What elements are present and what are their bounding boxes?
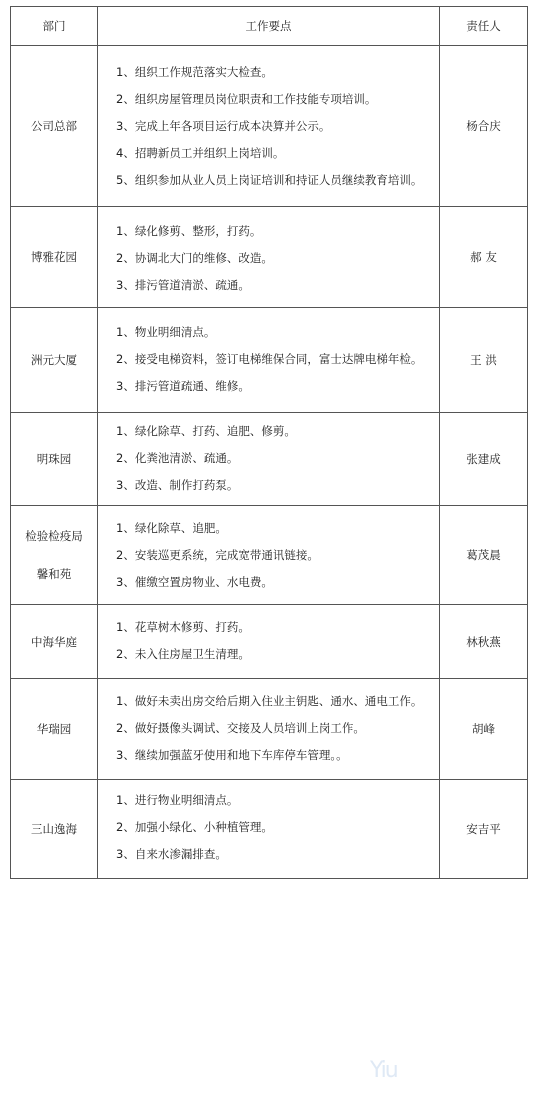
department-name: 华瑞园 xyxy=(36,722,72,736)
task-item: 2、化粪池清淤、疏通。 xyxy=(116,451,239,465)
table-row xyxy=(11,780,528,879)
work-points-cell xyxy=(98,679,440,780)
work-plan-table xyxy=(10,6,528,879)
work-points-cell xyxy=(98,780,440,879)
department-name: 检验检疫局 xyxy=(25,529,83,543)
task-item: 1、绿化除草、打药、追肥、修剪。 xyxy=(116,424,296,438)
work-points-cell xyxy=(98,413,440,506)
department-cell xyxy=(11,605,98,679)
task-item: 5、组织参加从业人员上岗证培训和持证人员继续教育培训。 xyxy=(116,173,423,187)
task-item: 1、花草树木修剪、打药。 xyxy=(116,620,250,634)
table-row xyxy=(11,308,528,413)
owner-cell: 胡峰 xyxy=(440,679,528,780)
work-points-cell xyxy=(98,605,440,679)
task-item: 1、物业明细清点。 xyxy=(116,325,216,339)
task-item: 2、接受电梯资料，签订电梯维保合同，富士达牌电梯年检。 xyxy=(116,352,423,366)
department-cell xyxy=(11,679,98,780)
table-row xyxy=(11,413,528,506)
column-header-work-points: 工作要点 xyxy=(98,7,440,46)
work-plan-sheet xyxy=(10,6,527,879)
column-header-owner: 责任人 xyxy=(440,7,528,46)
owner-cell: 葛茂晨 xyxy=(440,506,528,605)
table-body xyxy=(11,46,528,879)
task-item: 2、未入住房屋卫生清理。 xyxy=(116,647,250,661)
task-item: 3、改造、制作打药泵。 xyxy=(116,478,239,492)
department-name: 中海华庭 xyxy=(31,634,77,649)
task-item: 3、催缴空置房物业、水电费。 xyxy=(116,575,273,589)
department-cell xyxy=(11,413,98,506)
department-cell xyxy=(11,506,98,605)
owner-cell: 王 洪 xyxy=(440,308,528,413)
work-points-cell xyxy=(98,46,440,207)
task-item: 2、安装巡更系统，完成宽带通讯链接。 xyxy=(116,548,319,562)
task-item: 2、协调北大门的维修、改造。 xyxy=(116,251,273,265)
department-name: 三山逸海 xyxy=(31,822,77,836)
department-name: 明珠园 xyxy=(36,452,72,466)
task-item: 3、继续加强蓝牙使用和地下车库停车管理。。 xyxy=(116,748,348,762)
work-points-cell xyxy=(98,308,440,413)
task-item: 1、组织工作规范落实大检查。 xyxy=(116,65,273,79)
task-item: 1、做好未卖出房交给后期入住业主钥匙、通水、通电工作。 xyxy=(116,694,423,708)
column-header-department: 部门 xyxy=(11,7,98,46)
department-name: 博雅花园 xyxy=(31,250,77,264)
task-item: 2、做好摄像头调试、交接及人员培训上岗工作。 xyxy=(116,721,365,735)
owner-cell: 张建成 xyxy=(440,413,528,506)
task-item: 3、排污管道清淤、疏通。 xyxy=(116,278,250,292)
owner-cell: 杨合庆 xyxy=(440,46,528,207)
table-row xyxy=(11,679,528,780)
department-name: 公司总部 xyxy=(31,119,77,133)
owner-cell: 林秋燕 xyxy=(440,605,528,679)
table-row xyxy=(11,605,528,679)
task-item: 2、组织房屋管理员岗位职责和工作技能专项培训。 xyxy=(116,92,377,106)
department-cell xyxy=(11,46,98,207)
owner-cell: 安吉平 xyxy=(440,780,528,879)
department-cell xyxy=(11,308,98,413)
header-row xyxy=(11,7,528,46)
work-points-cell xyxy=(98,207,440,308)
table-row xyxy=(11,46,528,207)
watermark-logo: Yiu xyxy=(370,1058,397,1083)
task-item: 3、自来水渗漏排查。 xyxy=(116,847,227,861)
work-points-cell xyxy=(98,506,440,605)
table-row xyxy=(11,506,528,605)
department-cell xyxy=(11,780,98,879)
department-name: 馨和苑 xyxy=(36,567,72,581)
task-item: 1、绿化除草、追肥。 xyxy=(116,521,227,535)
task-item: 3、排污管道疏通、维修。 xyxy=(116,379,250,393)
task-item: 3、完成上年各项目运行成本决算并公示。 xyxy=(116,119,331,133)
department-name: 洲元大厦 xyxy=(31,353,77,367)
department-cell xyxy=(11,207,98,308)
owner-cell: 郝 友 xyxy=(440,207,528,308)
task-item: 2、加强小绿化、小种植管理。 xyxy=(116,820,273,834)
table-row xyxy=(11,207,528,308)
task-item: 4、招聘新员工并组织上岗培训。 xyxy=(116,146,285,160)
task-item: 1、绿化修剪、整形，打药。 xyxy=(116,224,262,238)
task-item: 1、进行物业明细清点。 xyxy=(116,793,239,807)
